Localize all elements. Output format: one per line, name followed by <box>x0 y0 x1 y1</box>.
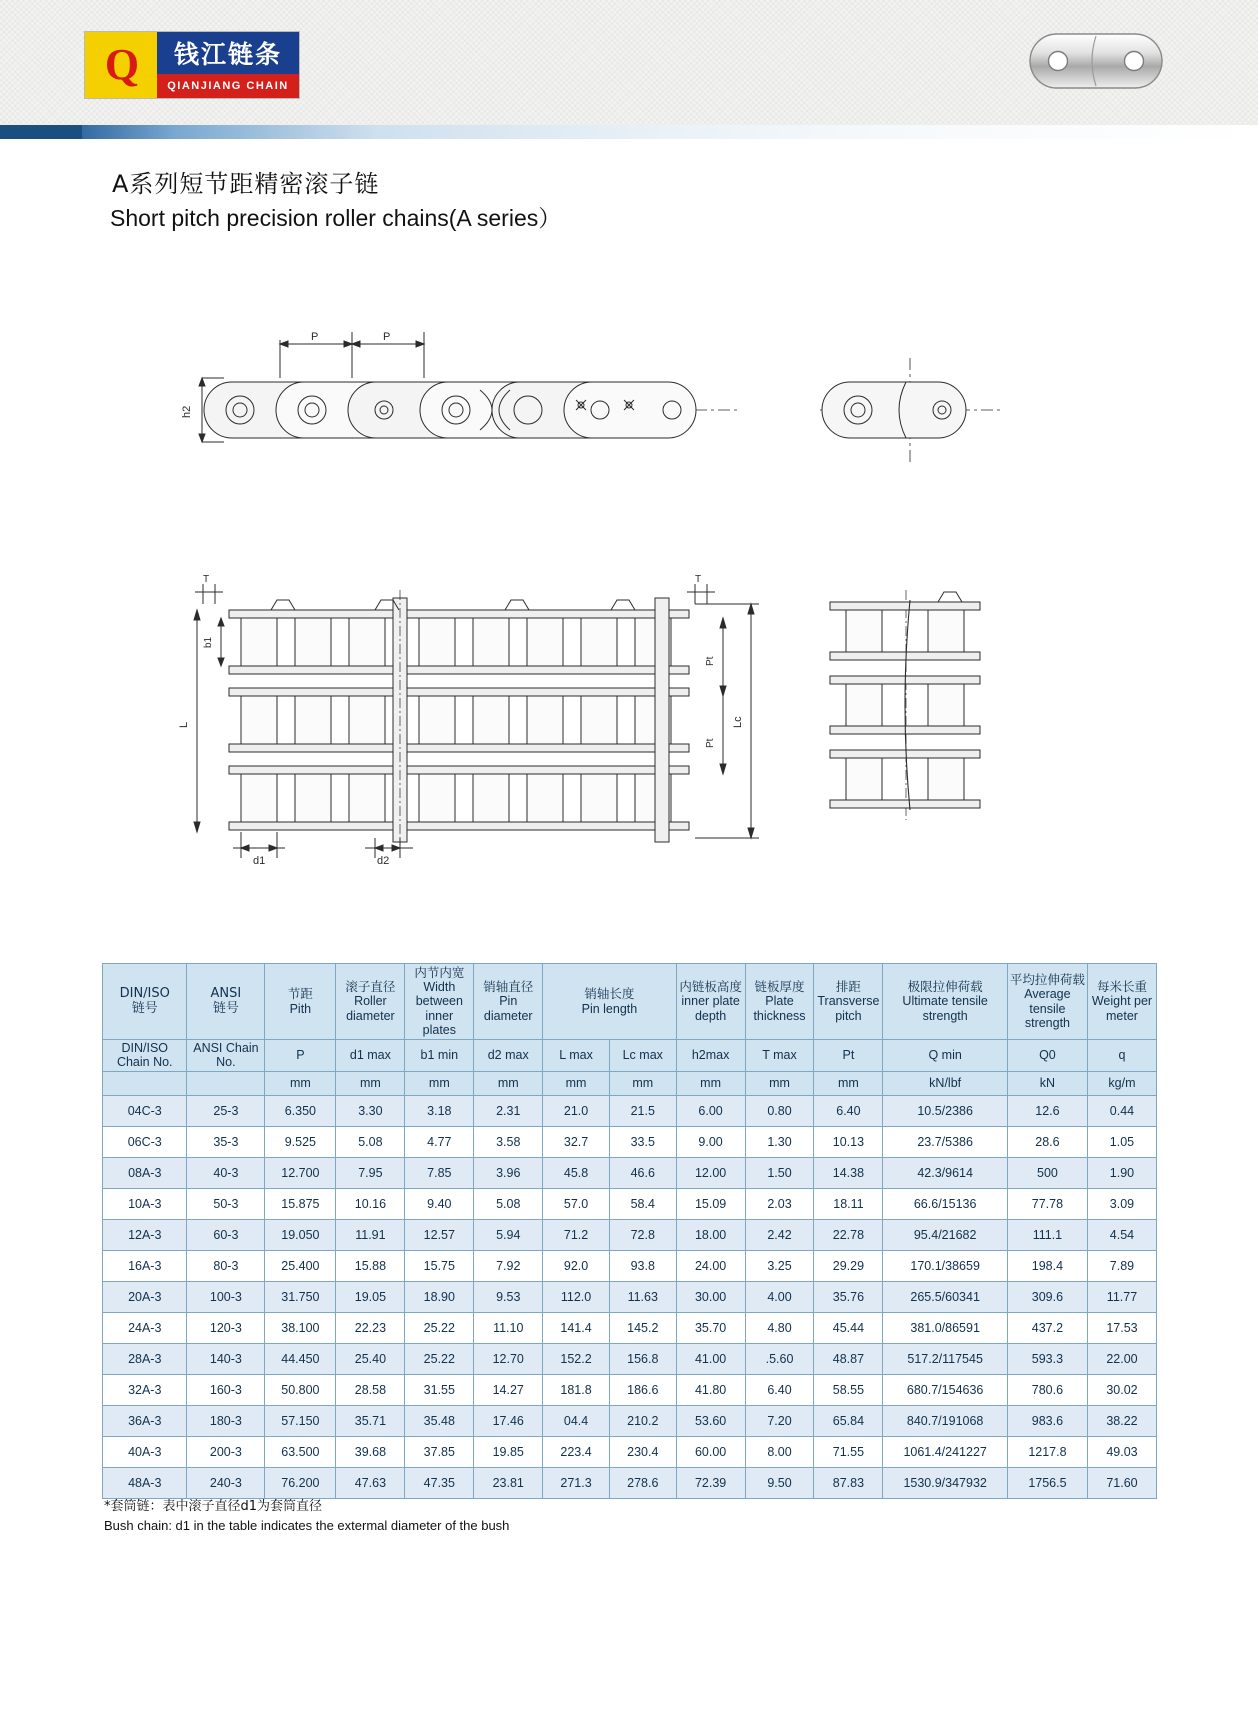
th-unit-pt: mm <box>814 1071 883 1095</box>
cell-t: 9.50 <box>745 1467 814 1498</box>
cell-ansi: 160-3 <box>187 1374 265 1405</box>
cell-ansi: 120-3 <box>187 1312 265 1343</box>
cell-b1: 35.48 <box>405 1405 474 1436</box>
cell-din: 08A-3 <box>103 1157 187 1188</box>
table-row <box>103 1374 1157 1405</box>
cell-l: 223.4 <box>543 1436 610 1467</box>
cell-d2: 23.81 <box>474 1467 543 1498</box>
cell-pt: 18.11 <box>814 1188 883 1219</box>
cell-p: 57.150 <box>265 1405 336 1436</box>
table-footnote <box>104 1498 509 1536</box>
logo-english-name: QIANJIANG CHAIN <box>157 74 299 98</box>
cell-d2: 11.10 <box>474 1312 543 1343</box>
cell-lc: 46.6 <box>609 1157 676 1188</box>
svg-text:h2: h2 <box>181 405 193 418</box>
svg-text:b1: b1 <box>203 636 214 648</box>
cell-d1: 5.08 <box>336 1126 405 1157</box>
cell-din: 24A-3 <box>103 1312 187 1343</box>
svg-text:T: T <box>203 574 210 585</box>
table-row <box>103 1312 1157 1343</box>
cell-weight: 22.00 <box>1087 1343 1156 1374</box>
cell-din: 06C-3 <box>103 1126 187 1157</box>
th-ansi-cn1: ANSI <box>210 985 242 1001</box>
table-row <box>103 1343 1157 1374</box>
cell-weight: 30.02 <box>1087 1374 1156 1405</box>
header-gradient-band <box>0 125 1258 139</box>
cell-lc: 11.63 <box>609 1281 676 1312</box>
table-row <box>103 1281 1157 1312</box>
cell-q: 1530.9/347932 <box>883 1467 1008 1498</box>
svg-text:Pt: Pt <box>705 738 716 748</box>
cell-p: 38.100 <box>265 1312 336 1343</box>
cell-h2: 35.70 <box>676 1312 745 1343</box>
cell-q0: 309.6 <box>1007 1281 1087 1312</box>
th-inner-width-cn: 内节内宽 <box>414 965 465 980</box>
cell-h2: 15.09 <box>676 1188 745 1219</box>
th-unit-l: mm <box>543 1071 610 1095</box>
cell-pt: 29.29 <box>814 1250 883 1281</box>
cell-b1: 15.75 <box>405 1250 474 1281</box>
cell-q: 265.5/60341 <box>883 1281 1008 1312</box>
cell-din: 20A-3 <box>103 1281 187 1312</box>
th-transverse-pitch-en: Transverse pitch <box>817 994 880 1023</box>
chain-link-icon <box>1026 30 1166 92</box>
cell-p: 31.750 <box>265 1281 336 1312</box>
cell-weight: 7.89 <box>1087 1250 1156 1281</box>
cell-d2: 12.70 <box>474 1343 543 1374</box>
cell-l: 04.4 <box>543 1405 610 1436</box>
logo-chinese-name: 钱江链条 <box>157 32 299 74</box>
th-pin-diameter-cn: 销轴直径 <box>483 979 534 994</box>
cell-ansi: 140-3 <box>187 1343 265 1374</box>
cell-h2: 24.00 <box>676 1250 745 1281</box>
cell-ansi: 180-3 <box>187 1405 265 1436</box>
cell-din: 10A-3 <box>103 1188 187 1219</box>
cell-d1: 10.16 <box>336 1188 405 1219</box>
cell-d2: 19.85 <box>474 1436 543 1467</box>
th-pin-diameter-en: Pin diameter <box>483 994 533 1023</box>
th-pin-length-cn: 销轴长度 <box>584 987 635 1002</box>
cell-l: 45.8 <box>543 1157 610 1188</box>
cell-ansi: 100-3 <box>187 1281 265 1312</box>
cell-lc: 156.8 <box>609 1343 676 1374</box>
th-pin-diameter <box>474 964 543 1040</box>
th-plate-depth <box>676 964 745 1040</box>
cell-lc: 33.5 <box>609 1126 676 1157</box>
specification-table-wrapper <box>102 963 1157 1499</box>
logo-text-block <box>157 32 299 98</box>
th-average-strength <box>1007 964 1087 1040</box>
cell-t: 2.03 <box>745 1188 814 1219</box>
cell-d2: 5.08 <box>474 1188 543 1219</box>
cell-q: 680.7/154636 <box>883 1374 1008 1405</box>
cell-l: 152.2 <box>543 1343 610 1374</box>
cell-q: 170.1/38659 <box>883 1250 1008 1281</box>
th-unit-d1: mm <box>336 1071 405 1095</box>
cell-din: 04C-3 <box>103 1095 187 1126</box>
table-row <box>103 1188 1157 1219</box>
th-sym-p: P <box>265 1040 336 1072</box>
th-inner-width-en: Width between inner plates <box>415 979 463 1038</box>
cell-b1: 25.22 <box>405 1343 474 1374</box>
cell-weight: 4.54 <box>1087 1219 1156 1250</box>
page-title-chinese: A系列短节距精密滚子链 <box>112 170 380 198</box>
cell-b1: 4.77 <box>405 1126 474 1157</box>
th-sym-d2: d2 max <box>474 1040 543 1072</box>
cell-weight: 1.05 <box>1087 1126 1156 1157</box>
company-logo <box>84 31 300 99</box>
cell-t: 3.25 <box>745 1250 814 1281</box>
cell-p: 25.400 <box>265 1250 336 1281</box>
table-row <box>103 1126 1157 1157</box>
cell-pt: 71.55 <box>814 1436 883 1467</box>
cell-t: 8.00 <box>745 1436 814 1467</box>
th-inner-width <box>405 964 474 1040</box>
cell-q0: 111.1 <box>1007 1219 1087 1250</box>
cell-din: 48A-3 <box>103 1467 187 1498</box>
cell-q0: 198.4 <box>1007 1250 1087 1281</box>
cell-weight: 38.22 <box>1087 1405 1156 1436</box>
cell-pt: 48.87 <box>814 1343 883 1374</box>
cell-lc: 145.2 <box>609 1312 676 1343</box>
page-title-english: Short pitch precision roller chains(A series） <box>110 205 562 231</box>
cell-pt: 45.44 <box>814 1312 883 1343</box>
cell-q0: 12.6 <box>1007 1095 1087 1126</box>
th-ultimate-strength-cn: 极限拉伸荷载 <box>907 979 983 994</box>
cell-lc: 278.6 <box>609 1467 676 1498</box>
cell-b1: 18.90 <box>405 1281 474 1312</box>
cell-b1: 31.55 <box>405 1374 474 1405</box>
table-header-units <box>103 1071 1157 1095</box>
cell-t: 2.42 <box>745 1219 814 1250</box>
cell-q0: 437.2 <box>1007 1312 1087 1343</box>
table-row <box>103 1436 1157 1467</box>
th-transverse-pitch-cn: 排距 <box>835 979 861 994</box>
specification-table <box>102 963 1157 1499</box>
cell-q: 840.7/191068 <box>883 1405 1008 1436</box>
table-row <box>103 1219 1157 1250</box>
cell-lc: 21.5 <box>609 1095 676 1126</box>
cell-t: 7.20 <box>745 1405 814 1436</box>
th-unit-d2: mm <box>474 1071 543 1095</box>
cell-t: 4.00 <box>745 1281 814 1312</box>
svg-text:Lc: Lc <box>732 716 744 728</box>
table-row <box>103 1467 1157 1498</box>
th-plate-thickness-cn: 链板厚度 <box>754 979 805 994</box>
cell-l: 32.7 <box>543 1126 610 1157</box>
cell-lc: 58.4 <box>609 1188 676 1219</box>
cell-p: 9.525 <box>265 1126 336 1157</box>
cell-pt: 35.76 <box>814 1281 883 1312</box>
cell-l: 112.0 <box>543 1281 610 1312</box>
cell-d1: 15.88 <box>336 1250 405 1281</box>
th-sym-din: DIN/ISO Chain No. <box>103 1040 187 1072</box>
th-roller-diameter <box>336 964 405 1040</box>
footnote-english: Bush chain: d1 in the table indicates the extermal diameter of the bush <box>104 1517 510 1533</box>
cell-l: 57.0 <box>543 1188 610 1219</box>
cell-d1: 11.91 <box>336 1219 405 1250</box>
table-header-symbols <box>103 1040 1157 1072</box>
cell-q0: 780.6 <box>1007 1374 1087 1405</box>
th-unit-lc: mm <box>609 1071 676 1095</box>
cell-weight: 71.60 <box>1087 1467 1156 1498</box>
cell-din: 32A-3 <box>103 1374 187 1405</box>
cell-t: 1.30 <box>745 1126 814 1157</box>
cell-t: 6.40 <box>745 1374 814 1405</box>
cell-p: 76.200 <box>265 1467 336 1498</box>
cell-t: 1.50 <box>745 1157 814 1188</box>
cell-l: 71.2 <box>543 1219 610 1250</box>
cell-weight: 17.53 <box>1087 1312 1156 1343</box>
cell-d2: 7.92 <box>474 1250 543 1281</box>
cell-h2: 41.00 <box>676 1343 745 1374</box>
cell-d2: 5.94 <box>474 1219 543 1250</box>
cell-pt: 22.78 <box>814 1219 883 1250</box>
cell-q0: 77.78 <box>1007 1188 1087 1219</box>
cell-weight: 3.09 <box>1087 1188 1156 1219</box>
cell-l: 271.3 <box>543 1467 610 1498</box>
cell-d2: 2.31 <box>474 1095 543 1126</box>
cell-p: 63.500 <box>265 1436 336 1467</box>
cell-din: 16A-3 <box>103 1250 187 1281</box>
th-sym-lc: Lc max <box>609 1040 676 1072</box>
th-sym-ansi: ANSI Chain No. <box>187 1040 265 1072</box>
th-din-iso <box>103 964 187 1040</box>
th-roller-diameter-cn: 滚子直径 <box>345 979 396 994</box>
cell-h2: 30.00 <box>676 1281 745 1312</box>
th-sym-l: L max <box>543 1040 610 1072</box>
th-din-iso-cn2: 链号 <box>131 1000 158 1016</box>
th-ultimate-strength <box>883 964 1008 1040</box>
svg-text:L: L <box>178 721 190 728</box>
cell-b1: 3.18 <box>405 1095 474 1126</box>
cell-weight: 11.77 <box>1087 1281 1156 1312</box>
cell-h2: 18.00 <box>676 1219 745 1250</box>
th-unit-t: mm <box>745 1071 814 1095</box>
cell-b1: 37.85 <box>405 1436 474 1467</box>
cell-h2: 12.00 <box>676 1157 745 1188</box>
cell-q: 42.3/9614 <box>883 1157 1008 1188</box>
cell-p: 12.700 <box>265 1157 336 1188</box>
cell-ansi: 60-3 <box>187 1219 265 1250</box>
cell-l: 181.8 <box>543 1374 610 1405</box>
th-sym-pt: Pt <box>814 1040 883 1072</box>
th-weight-en: Weight per meter <box>1091 994 1153 1023</box>
chain-plan-view-drawing <box>175 570 775 890</box>
table-row <box>103 1250 1157 1281</box>
cell-q: 1061.4/241227 <box>883 1436 1008 1467</box>
cell-pt: 58.55 <box>814 1374 883 1405</box>
cell-h2: 41.80 <box>676 1374 745 1405</box>
cell-d2: 17.46 <box>474 1405 543 1436</box>
table-row <box>103 1405 1157 1436</box>
th-unit-b1: mm <box>405 1071 474 1095</box>
cell-ansi: 25-3 <box>187 1095 265 1126</box>
cell-pt: 65.84 <box>814 1405 883 1436</box>
th-weight-cn: 每米长重 <box>1096 979 1147 994</box>
th-plate-thickness <box>745 964 814 1040</box>
cell-l: 21.0 <box>543 1095 610 1126</box>
svg-text:Pt: Pt <box>705 656 716 666</box>
cell-d1: 35.71 <box>336 1405 405 1436</box>
cell-pt: 6.40 <box>814 1095 883 1126</box>
cell-b1: 9.40 <box>405 1188 474 1219</box>
th-pin-length <box>543 964 676 1040</box>
cell-h2: 9.00 <box>676 1126 745 1157</box>
table-header-main <box>103 964 1157 1040</box>
cell-d1: 19.05 <box>336 1281 405 1312</box>
cell-q: 381.0/86591 <box>883 1312 1008 1343</box>
th-average-strength-en: Average tensile strength <box>1024 987 1071 1030</box>
cell-pt: 10.13 <box>814 1126 883 1157</box>
th-plate-depth-en: inner plate depth <box>681 994 740 1023</box>
cell-ansi: 40-3 <box>187 1157 265 1188</box>
page-header <box>0 0 1258 125</box>
svg-text:d1: d1 <box>253 855 266 867</box>
th-sym-h2: h2max <box>676 1040 745 1072</box>
th-sym-q0: Q0 <box>1007 1040 1087 1072</box>
cell-d1: 39.68 <box>336 1436 405 1467</box>
cell-ansi: 35-3 <box>187 1126 265 1157</box>
th-sym-q: Q min <box>883 1040 1008 1072</box>
cell-b1: 25.22 <box>405 1312 474 1343</box>
cell-lc: 72.8 <box>609 1219 676 1250</box>
cell-d1: 22.23 <box>336 1312 405 1343</box>
cell-l: 141.4 <box>543 1312 610 1343</box>
th-ansi-cn2: 链号 <box>212 1000 239 1016</box>
cell-d1: 25.40 <box>336 1343 405 1374</box>
cell-p: 15.875 <box>265 1188 336 1219</box>
cell-ansi: 200-3 <box>187 1436 265 1467</box>
th-pin-length-en: Pin length <box>581 1001 638 1016</box>
th-roller-diameter-en: Roller diameter <box>346 994 395 1023</box>
cell-p: 44.450 <box>265 1343 336 1374</box>
cell-q: 95.4/21682 <box>883 1219 1008 1250</box>
cell-ansi: 240-3 <box>187 1467 265 1498</box>
cell-d1: 3.30 <box>336 1095 405 1126</box>
cell-pt: 87.83 <box>814 1467 883 1498</box>
header-band-accent <box>0 125 82 139</box>
cell-p: 6.350 <box>265 1095 336 1126</box>
cell-q0: 1217.8 <box>1007 1436 1087 1467</box>
cell-q0: 500 <box>1007 1157 1087 1188</box>
cell-q: 517.2/117545 <box>883 1343 1008 1374</box>
th-pitch-cn: 节距 <box>287 987 313 1002</box>
cell-h2: 6.00 <box>676 1095 745 1126</box>
th-unit-p: mm <box>265 1071 336 1095</box>
th-ultimate-strength-en: Ultimate tensile strength <box>902 994 988 1023</box>
th-unit-q0: kN <box>1007 1071 1087 1095</box>
cell-q0: 983.6 <box>1007 1405 1087 1436</box>
th-unit-qw: kg/m <box>1087 1071 1156 1095</box>
cell-lc: 210.2 <box>609 1405 676 1436</box>
table-row <box>103 1095 1157 1126</box>
th-ansi <box>187 964 265 1040</box>
cell-h2: 60.00 <box>676 1436 745 1467</box>
footnote-chinese: *套筒链：表中滚子直径d1为套筒直径 <box>104 1499 323 1514</box>
cell-weight: 0.44 <box>1087 1095 1156 1126</box>
th-transverse-pitch <box>814 964 883 1040</box>
th-plate-thickness-en: Plate thickness <box>753 994 806 1023</box>
cell-lc: 93.8 <box>609 1250 676 1281</box>
th-average-strength-cn: 平均拉伸荷载 <box>1009 972 1085 987</box>
logo-glyph: Q <box>104 40 138 89</box>
cell-weight: 49.03 <box>1087 1436 1156 1467</box>
cell-b1: 47.35 <box>405 1467 474 1498</box>
cell-ansi: 80-3 <box>187 1250 265 1281</box>
cell-q0: 28.6 <box>1007 1126 1087 1157</box>
cell-d2: 3.96 <box>474 1157 543 1188</box>
chain-side-view-drawing <box>180 320 760 480</box>
cell-q0: 593.3 <box>1007 1343 1087 1374</box>
cell-din: 28A-3 <box>103 1343 187 1374</box>
cell-din: 40A-3 <box>103 1436 187 1467</box>
cell-p: 19.050 <box>265 1219 336 1250</box>
table-row <box>103 1157 1157 1188</box>
th-sym-t: T max <box>745 1040 814 1072</box>
cell-b1: 7.85 <box>405 1157 474 1188</box>
th-unit-h2: mm <box>676 1071 745 1095</box>
cell-pt: 14.38 <box>814 1157 883 1188</box>
th-sym-b1: b1 min <box>405 1040 474 1072</box>
th-plate-depth-cn: 内链板高度 <box>679 979 742 994</box>
cell-h2: 53.60 <box>676 1405 745 1436</box>
chain-plan-end-drawing <box>810 580 1010 830</box>
svg-text:T: T <box>695 574 702 585</box>
cell-q: 66.6/15136 <box>883 1188 1008 1219</box>
cell-t: 4.80 <box>745 1312 814 1343</box>
th-weight <box>1087 964 1156 1040</box>
cell-d1: 7.95 <box>336 1157 405 1188</box>
svg-text:P: P <box>383 331 391 343</box>
cell-weight: 1.90 <box>1087 1157 1156 1188</box>
cell-d1: 28.58 <box>336 1374 405 1405</box>
table-body <box>103 1095 1157 1498</box>
cell-p: 50.800 <box>265 1374 336 1405</box>
logo-mark-icon <box>85 32 157 98</box>
th-unit-q: kN/lbf <box>883 1071 1008 1095</box>
cell-din: 12A-3 <box>103 1219 187 1250</box>
th-sym-qw: q <box>1087 1040 1156 1072</box>
th-sym-d1: d1 max <box>336 1040 405 1072</box>
svg-text:d2: d2 <box>377 855 390 867</box>
cell-q: 23.7/5386 <box>883 1126 1008 1157</box>
cell-d1: 47.63 <box>336 1467 405 1498</box>
chain-end-view-drawing <box>810 350 1010 470</box>
cell-lc: 186.6 <box>609 1374 676 1405</box>
cell-l: 92.0 <box>543 1250 610 1281</box>
cell-d2: 14.27 <box>474 1374 543 1405</box>
cell-d2: 9.53 <box>474 1281 543 1312</box>
cell-h2: 72.39 <box>676 1467 745 1498</box>
cell-q: 10.5/2386 <box>883 1095 1008 1126</box>
th-unit-ansi <box>187 1071 265 1095</box>
th-unit-din <box>103 1071 187 1095</box>
th-pitch <box>265 964 336 1040</box>
cell-b1: 12.57 <box>405 1219 474 1250</box>
cell-d2: 3.58 <box>474 1126 543 1157</box>
th-din-iso-cn1: DIN/ISO <box>119 985 170 1001</box>
cell-ansi: 50-3 <box>187 1188 265 1219</box>
cell-t: .5.60 <box>745 1343 814 1374</box>
cell-din: 36A-3 <box>103 1405 187 1436</box>
th-pitch-en: Pith <box>289 1001 312 1016</box>
cell-lc: 230.4 <box>609 1436 676 1467</box>
cell-q0: 1756.5 <box>1007 1467 1087 1498</box>
svg-text:P: P <box>311 331 319 343</box>
cell-t: 0.80 <box>745 1095 814 1126</box>
